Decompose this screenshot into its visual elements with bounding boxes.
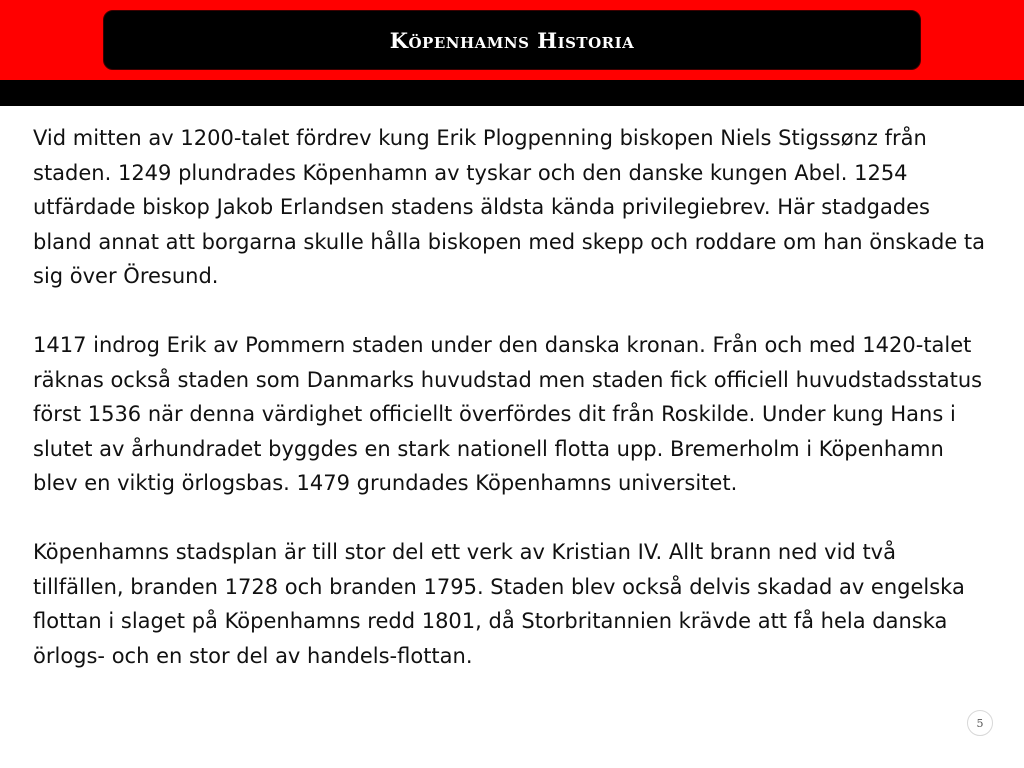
page-number-badge <box>967 710 993 736</box>
slide-title: Köpenhamns Historia <box>389 27 635 53</box>
title-bar <box>103 10 921 70</box>
slide-body <box>33 121 993 673</box>
paragraph-1: Vid mitten av 1200-talet fördrev kung Erik Plogpenning biskopen Niels Stigssønz från staden. 1249 plundrades Köpenhamn av tyskar och den danske kungen Abel. 1254 utfärdade biskop Jakob Erlandsen stadens äldsta kända privilegiebrev. Här stadgades bland annat att borgarna skulle hålla biskopen med skepp och roddare om han önskade ta sig över Öresund. <box>33 126 986 288</box>
page-number: 5 <box>976 716 984 730</box>
paragraph-2: 1417 indrog Erik av Pommern staden under den danska kronan. Från och med 1420-talet räknas också staden som Danmarks huvudstad men staden fick officiell huvudstadsstatus först 1536 när denna värdighet officiellt överfördes dit från Roskilde. Under kung Hans i slutet av århundradet byggdes en stark nationell flotta upp. Bremerholm i Köpenhamn blev en viktig örlogsbas. 1479 grundades Köpenhamns universitet. <box>33 333 983 495</box>
header-black-band <box>0 80 1024 106</box>
paragraph-3: Köpenhamns stadsplan är till stor del ett verk av Kristian IV. Allt brann ned vid två tillfällen, branden 1728 och branden 1795. Staden blev också delvis skadad av engelska flottan i slaget på Köpenhamns redd 1801, då Storbritannien krävde att få hela danska örlogs- och en stor del av handels-flottan. <box>33 540 965 668</box>
